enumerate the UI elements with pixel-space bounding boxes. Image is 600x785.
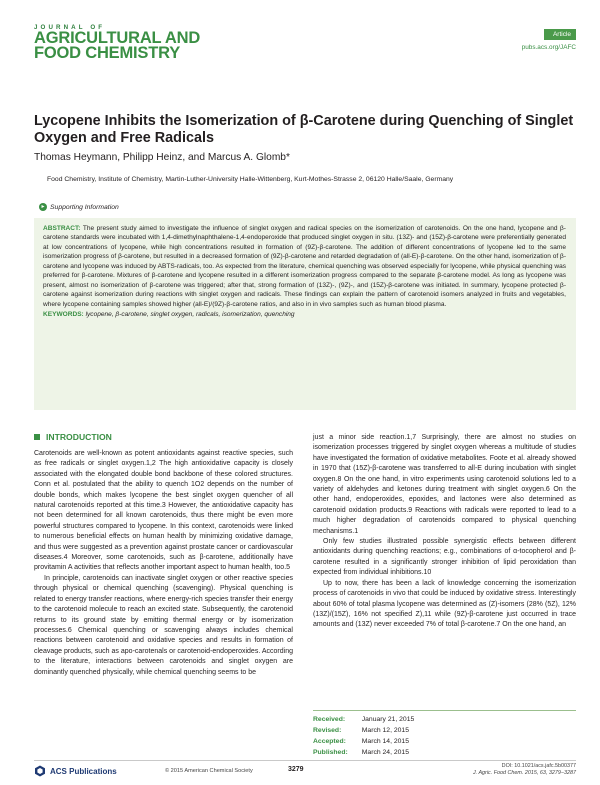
supporting-info-icon: ▸ <box>39 203 47 211</box>
right-column <box>313 433 576 631</box>
acs-hexagon-icon <box>34 765 46 777</box>
doi-link[interactable]: DOI: 10.1021/acs.jafc.5b00377 <box>501 763 576 769</box>
publication-dates <box>313 714 414 758</box>
date-value: January 21, 2015 <box>361 716 415 723</box>
acs-publications-label: ACS Publications <box>50 766 117 776</box>
citation: J. Agric. Food Chem. 2015, 63, 3279−3287 <box>472 770 576 776</box>
section-square-icon <box>34 434 40 440</box>
paragraph: Only few studies illustrated possible synergistic effects between different antioxidants during quenching reactions; e.g., combinations of α-tocopherol and β-carotene resulted in a significantly stronger inhibition of lipid peroxidation than expected from individual inhibitions.10 <box>313 538 576 577</box>
left-column <box>34 449 293 678</box>
copyright: © 2015 American Chemical Society <box>165 768 253 774</box>
abstract-text: The present study aimed to investigate the influence of singlet oxygen and radical species on the isomerization of carotenoids. On the one hand, lycopene and β-carotene standards were incubated with 1,4-dimethylnaphthalene-1,4-endoperoxide that produced singlet oxygen in situ. (13Z)- and (15Z)-β-carotene were preferentially generated at low concentrations of lycopene, while high concentrations resulted in formation of (9Z)-β-carotene. The addition of different concentrations of lycopene led to the same isomerization progress of β-carotene, but resulted in a decreased formation of (9Z)-β-carotene and retarded degradation of (all-E)-β-carotene. On the other hand, isomerization of β-carotene and lycopene was induced by ABTS-radicals, too. As expected from the literature, chemical quenching was observed especially for lycopene, while physical quenching was preferred for β-carotene. Mixtures of β-carotene and lycopene resulted in a different isomerization progress compared to the separate β-carotene model. As long as lycopene was present, almost no isomerization of β-carotene was triggered; after that, strong formation of (13Z)-, (9Z)-, and (15Z)-β-carotene was initiated. In summary, lycopene protected β-carotene against isomerization during reactions with singlet oxygen and radicals. These findings can explain the pattern of carotenoid isomers analyzed in fruits and vegetables, where lycopene containing samples showed higher (all-E)/(9Z)-β-carotene ratios, and also in in vivo samples such as human blood plasma. <box>43 225 566 308</box>
article-title: Lycopene Inhibits the Isomerization of β-Carotene during Quenching of Singlet Oxygen and Free Radicals <box>34 113 574 146</box>
date-value: March 14, 2015 <box>361 738 409 745</box>
keywords <box>43 311 566 318</box>
author-list: Thomas Heymann, Philipp Heinz, and Marcus A. Glomb* <box>34 152 290 163</box>
supporting-info-link[interactable] <box>39 203 119 211</box>
section-heading-label: INTRODUCTION <box>46 432 112 442</box>
date-label: Received: <box>313 716 346 723</box>
page-number: 3279 <box>288 766 304 773</box>
doi-citation <box>473 763 576 777</box>
acs-publications-logo <box>34 765 117 777</box>
paragraph: Carotenoids are well-known as potent antioxidants against reactive species, such as free radicals or singlet oxygen.1,2 The high antioxidative capacity is closely associated with the elongated double bond backbone of these colored structures. Conn et al. postulated that the ability to quench 1O2 depends on the number of double bonds, which makes lycopene the best singlet oxygen quencher of all natural carotenoids reported at this time.3 However, the antioxidative capacity has not been determined for all known carotenoids, thus there might be even more powerful structures compared to lycopene. In this context, carotenoids were linked to numerous beneficial effects on human health by minimizing oxidative damage, and thus were suggested as a prevention against prostate cancer or cardiovascular diseases.4 Moreover, some carotenoids, such as β-carotene, additionally have provitamin A activities that reflects another important aspect to human health, too.5 <box>34 450 293 572</box>
section-heading-introduction <box>34 432 112 442</box>
journal-url-link[interactable]: pubs.acs.org/JAFC <box>521 44 576 51</box>
date-label: Published: <box>313 749 348 756</box>
abstract-label: ABSTRACT: <box>43 225 81 232</box>
abstract <box>43 224 566 309</box>
journal-logo-line2: AGRICULTURAL AND <box>34 29 201 47</box>
paragraph: just a minor side reaction.1,7 Surprisingly, there are almost no studies on isomerization processes triggered by singlet oxygen whereas a multitude of studies have investigated the formation of oxidative metabolites. Foote et al. already showed in 1970 that (15Z)-β-carotene was transferred to all-E during incubation with singlet oxygen.8 On the one hand, in vitro experiments using carotenoid solutions led to a variety of aldehydes and ketones during treatment with singlet oxygen.6 On the other hand, endoperoxides, epoxides, and lactones were also determined as carotenoid oxidation products.9 Reactions with radicals were reported to lead to a much higher degradation of carotenoids compared to physical quenching mechanisms.1 <box>313 434 576 535</box>
abstract-box <box>34 218 576 410</box>
date-value: March 12, 2015 <box>361 727 409 734</box>
footer-divider <box>34 760 576 761</box>
keywords-label: KEYWORDS: <box>43 311 84 319</box>
journal-logo-line3: FOOD CHEMISTRY <box>34 44 181 62</box>
dates-divider <box>313 710 576 711</box>
supporting-info-label: Supporting Information <box>50 203 119 211</box>
journal-logo <box>34 24 254 61</box>
date-label: Accepted: <box>313 738 346 745</box>
article-type-tag: Article <box>544 29 576 40</box>
journal-logo-line1: JOURNAL OF <box>34 24 106 31</box>
affiliation: Food Chemistry, Institute of Chemistry, Martin-Luther-University Halle-Wittenberg, Kurt-Mothes-Strasse 2, 06120 Halle/Saale, Germany <box>47 176 454 183</box>
paragraph: Up to now, there has been a lack of knowledge concerning the isomerization process of carotenoids in vivo that could be induced by oxidative stress. Interestingly about 60% of total plasma lycopene was determined as (Z)-isomers (28% (5Z), 12% (13Z)/(15Z), 16% not specified Z),11 while (9Z)-β-carotene just occurred in trace amounts and (13Z) never exceeded 7% of total β-carotene.7 On the one hand, an <box>313 579 576 629</box>
keywords-list: lycopene, β-carotene, singlet oxygen, radicals, isomerization, quenching <box>85 311 295 319</box>
date-value: March 24, 2015 <box>361 749 409 756</box>
paragraph: In principle, carotenoids can inactivate singlet oxygen or other reactive species through physical or chemical quenching (scavenging). Physical quenching is related to energy transfer reactions, where energy-rich species transfer their energy to the carotenoid molecule to reach an excited state. Subsequently, the carotenoid returns to its ground state by emitting thermal energy or by isomerization processes.6 Chemical quenching or scavenging always includes chemical reactions between carotenoid and oxidative species and results in formation of cleavage products, such as apo-carotenals or carotenoid-endoperoxides. According to the literature, interactions between carotenoids and singlet oxygen are dominantly quenched physically, while chemical quenching seems to be <box>34 574 293 676</box>
date-label: Revised: <box>313 727 342 734</box>
